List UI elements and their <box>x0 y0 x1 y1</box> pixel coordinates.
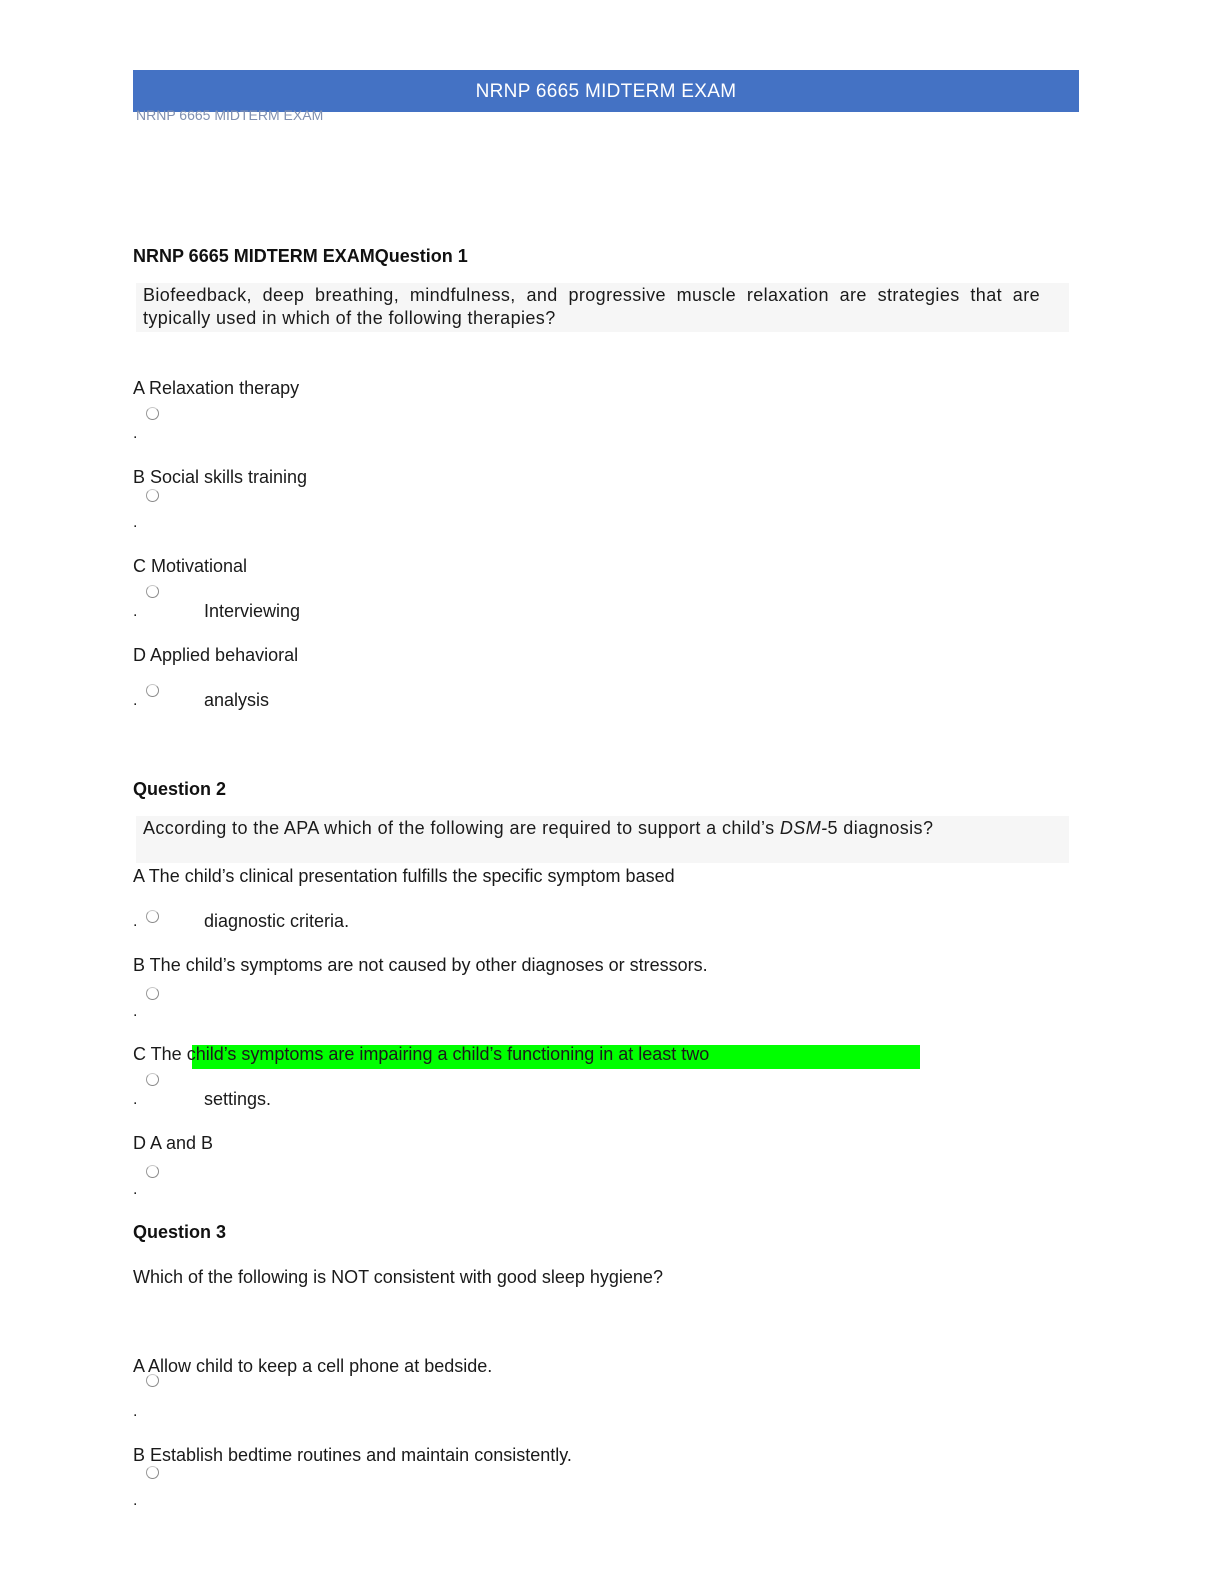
list-dot: . <box>133 913 138 930</box>
q1-option-b-label: B Social skills training <box>133 467 308 487</box>
question-2-text-italic: DSM- <box>779 818 828 838</box>
q2-option-c-radio[interactable] <box>146 1073 159 1086</box>
q1-option-a-label: A Relaxation therapy <box>133 378 300 398</box>
q2-option-c-continuation: settings. <box>204 1089 272 1109</box>
list-dot: . <box>133 1181 138 1198</box>
question-2-text-part1: According to the APA which of the following are required to support a child’s <box>143 818 780 838</box>
q1-option-d-radio[interactable] <box>146 684 159 697</box>
q2-option-c-label <box>133 1044 709 1065</box>
question-1-text: Biofeedback, deep breathing, mindfulness, and progressive muscle relaxation are strategies that are typically used in which of the following therapies? <box>143 285 1040 328</box>
page-title: NRNP 6665 MIDTERM EXAM <box>475 81 737 102</box>
list-dot: . <box>133 1403 138 1420</box>
question-2-heading: Question 2 <box>133 779 227 799</box>
question-2-text <box>143 817 941 840</box>
q2-option-b-radio[interactable] <box>146 987 159 1000</box>
question-2-box <box>136 816 1069 863</box>
q2-option-b-label: B The child’s symptoms are not caused by other diagnoses or stressors. <box>133 955 708 975</box>
q1-option-c-label: C Motivational <box>133 556 248 576</box>
q2-option-a-label: A The child’s clinical presentation fulfills the specific symptom based <box>133 866 675 886</box>
question-2-text-part2: 5 diagnosis? <box>827 818 934 838</box>
q1-option-d-continuation: analysis <box>204 690 270 710</box>
list-dot: . <box>133 692 138 709</box>
q2-option-c-highlighted-text: child’s symptoms are impairing a child’s functioning in at least two <box>186 1044 710 1064</box>
question-3-heading: Question 3 <box>133 1222 227 1242</box>
q1-option-b-radio[interactable] <box>146 489 159 502</box>
q1-option-d-label: D Applied behavioral <box>133 645 299 665</box>
q2-option-a-radio[interactable] <box>146 910 159 923</box>
list-dot: . <box>133 603 138 620</box>
q2-option-d-radio[interactable] <box>146 1165 159 1178</box>
q2-option-c-prefix: C The <box>133 1044 187 1064</box>
list-dot: . <box>133 1091 138 1108</box>
q2-option-a-continuation: diagnostic criteria. <box>204 911 350 931</box>
q1-option-c-continuation: Interviewing <box>204 601 301 621</box>
header-ghost-text: NRNP 6665 MIDTERM EXAM <box>136 107 324 123</box>
list-dot: . <box>133 425 138 442</box>
q3-option-b-radio[interactable] <box>146 1466 159 1479</box>
list-dot: . <box>133 1003 138 1020</box>
q3-option-a-label: A Allow child to keep a cell phone at bedside. <box>133 1356 493 1376</box>
q1-option-a-radio[interactable] <box>146 407 159 420</box>
q2-option-d-label: D A and B <box>133 1133 214 1153</box>
document-title: NRNP 6665 MIDTERM EXAMQuestion 1 <box>133 246 468 266</box>
list-dot: . <box>133 514 138 531</box>
q1-option-c-radio[interactable] <box>146 585 159 598</box>
question-1-box <box>136 283 1069 332</box>
q3-option-a-radio[interactable] <box>146 1374 159 1387</box>
list-dot: . <box>133 1492 138 1509</box>
question-3-text: Which of the following is NOT consistent with good sleep hygiene? <box>133 1267 663 1287</box>
q3-option-b-label: B Establish bedtime routines and maintain consistently. <box>133 1445 572 1465</box>
